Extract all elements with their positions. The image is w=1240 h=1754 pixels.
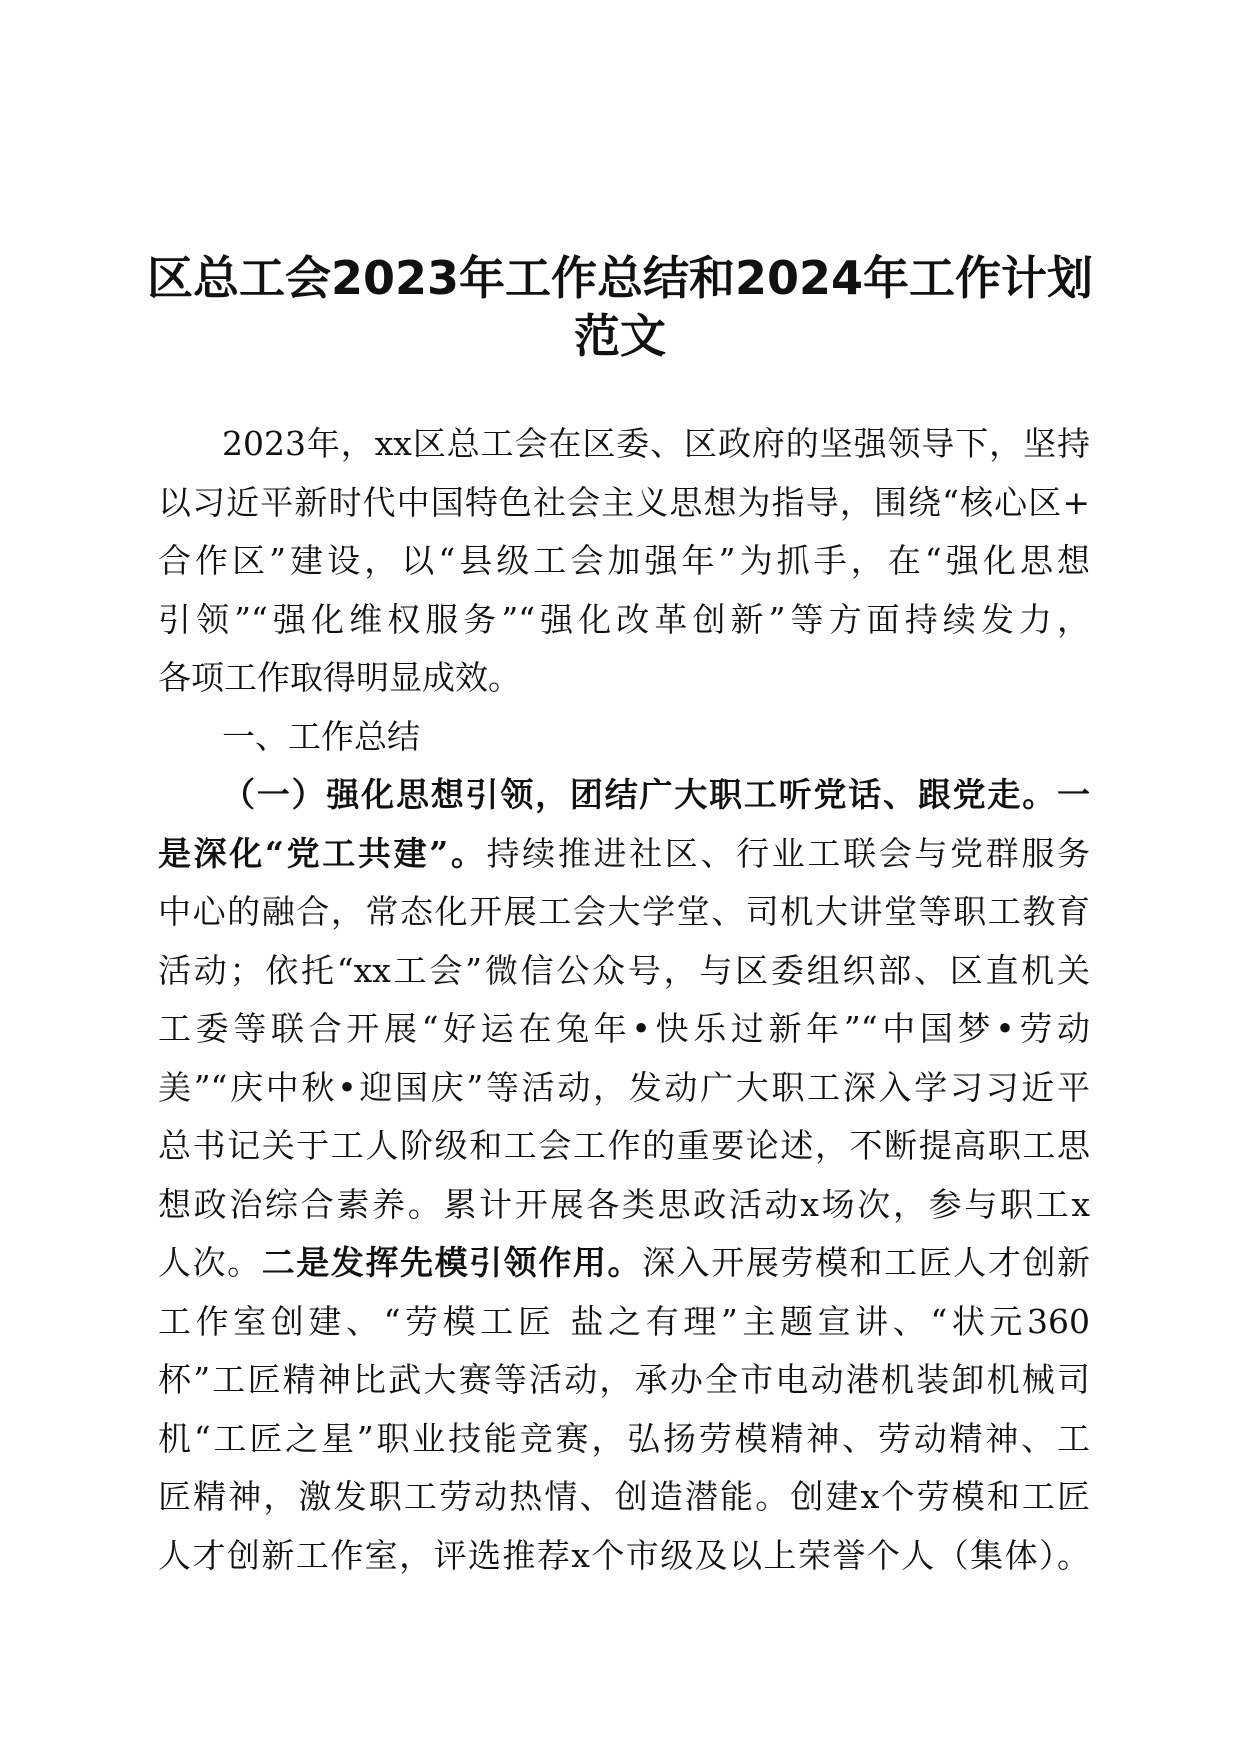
subsection-heading: （一）强化思想引领，团结广大职工听党话、跟党走。一 xyxy=(222,775,1090,814)
intro-line-2: 以习近平新时代中国特色社会主义思想为指导，围绕“核心区+ xyxy=(158,483,1090,522)
paragraph-line: 美”“庆中秋•迎国庆”等活动，发动广大职工深入学习习近平 xyxy=(158,1068,1090,1107)
document-title-line-2: 范文 xyxy=(574,309,666,363)
point-one-heading: 是深化“党工共建”。 xyxy=(158,834,487,873)
paragraph-text: 人次。 xyxy=(158,1243,262,1282)
intro-line-3: 合作区”建设，以“县级工会加强年”为抓手，在“强化思想 xyxy=(158,541,1090,580)
paragraph-line xyxy=(158,831,1090,876)
paragraph-line: 工作室创建、“劳模工匠 盐之有理”主题宣讲、“状元360 xyxy=(158,1302,1090,1341)
paragraph-line: 活动；依托“xx工会”微信公众号，与区委组织部、区直机关 xyxy=(158,951,1090,990)
paragraph-line: 总书记关于工人阶级和工会工作的重要论述，不断提高职工思 xyxy=(158,1126,1090,1165)
paragraph-line: 工委等联合开展“好运在兔年•快乐过新年”“中国梦•劳动 xyxy=(158,1009,1090,1048)
document-title-line-1: 区总工会2023年工作总结和2024年工作计划 xyxy=(146,251,1094,305)
paragraph-line: 匠精神，激发职工劳动热情、创造潜能。创建x个劳模和工匠 xyxy=(158,1477,1090,1516)
paragraph-line: 杯”工匠精神比武大赛等活动，承办全市电动港机装卸机械司 xyxy=(158,1360,1090,1399)
intro-line-1: 2023年，xx区总工会在区委、区政府的坚强领导下，坚持 xyxy=(222,424,1090,463)
intro-line-4: 引领”“强化维权服务”“强化改革创新”等方面持续发力， xyxy=(158,600,1090,639)
paragraph-line: 机“工匠之星”职业技能竞赛，弘扬劳模精神、劳动精神、工 xyxy=(158,1419,1090,1458)
paragraph-line: 人才创新工作室，评选推荐x个市级及以上荣誉个人（集体）。 xyxy=(158,1536,1090,1575)
paragraph-text: 持续推进社区、行业工联会与党群服务 xyxy=(486,834,1090,873)
paragraph-text: 深入开展劳模和工匠人才创新 xyxy=(642,1243,1091,1282)
paragraph-line: 中心的融合，常态化开展工会大学堂、司机大讲堂等职工教育 xyxy=(158,892,1090,931)
paragraph-line xyxy=(158,1240,1090,1285)
intro-line-5: 各项工作取得明显成效。 xyxy=(158,658,521,697)
section-heading: 一、工作总结 xyxy=(222,717,420,756)
point-two-heading: 二是发挥先模引领作用。 xyxy=(261,1243,643,1282)
paragraph-line: 想政治综合素养。累计开展各类思政活动x场次，参与职工x xyxy=(158,1185,1090,1224)
